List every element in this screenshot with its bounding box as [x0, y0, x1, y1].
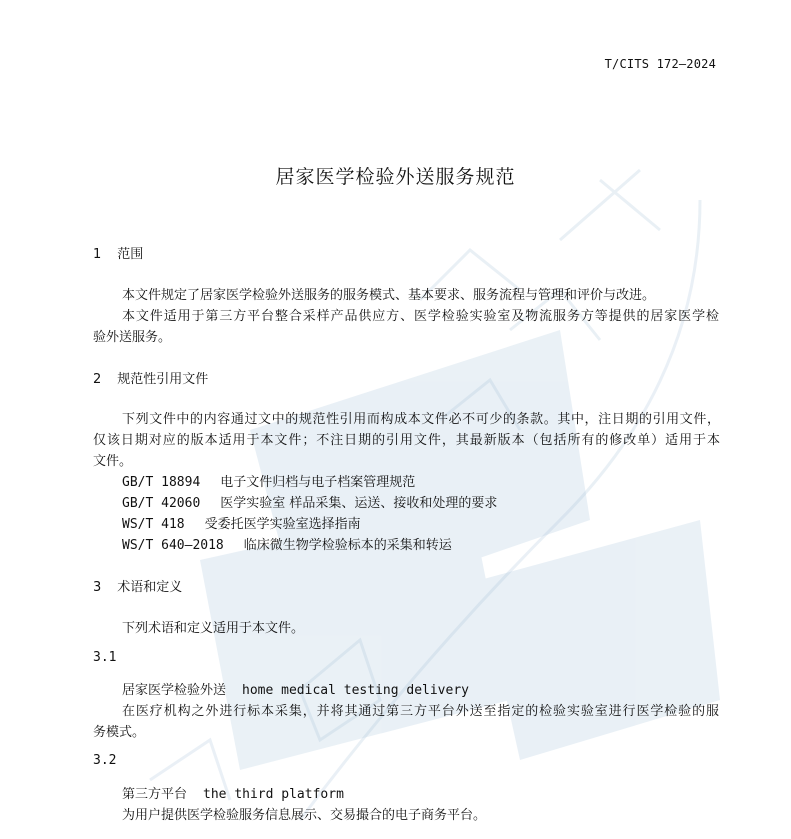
reference-item: [122, 471, 415, 490]
term-number: 3.1: [93, 650, 117, 665]
section-3-number: 3: [93, 580, 102, 595]
document-title: 居家医学检验外送服务规范: [275, 166, 516, 188]
section-2-intro-line-2: 仅该日期对应的版本适用于本文件；不注日期的引用文件，其最新版本（包括所有的修改单）适用于本: [93, 433, 720, 448]
reference-code: GB/T 18894: [122, 475, 201, 490]
reference-code: GB/T 42060: [122, 496, 201, 511]
section-3-title: 术语和定义: [117, 580, 183, 595]
section-2-number: 2: [93, 372, 102, 387]
term-english: the third platform: [203, 787, 344, 802]
term-definition-line-2: 务模式。: [93, 725, 146, 740]
watermark-shape-3: [480, 520, 720, 760]
section-1-para-2-line-2: 验外送服务。: [93, 330, 172, 345]
reference-code: WS/T 418: [122, 517, 185, 532]
reference-title: 电子文件归档与电子档案管理规范: [220, 475, 416, 490]
section-1-para-1: 本文件规定了居家医学检验外送服务的服务模式、基本要求、服务流程与管理和评价与改进。: [122, 288, 656, 303]
term-definition-line-1: 为用户提供医学检验服务信息展示、交易撮合的电子商务平台。: [122, 808, 487, 823]
term-heading: [122, 783, 344, 802]
section-2-heading: [93, 368, 208, 387]
reference-title: 医学实验室 样品采集、运送、接收和处理的要求: [220, 496, 498, 511]
reference-item: [122, 513, 361, 532]
reference-title: 受委托医学实验室选择指南: [204, 517, 361, 532]
term-chinese: 第三方平台: [122, 787, 188, 802]
section-1-para-2-line-1: 本文件适用于第三方平台整合采样产品供应方、医学检验实验室及物流服务方等提供的居家医学检: [122, 309, 719, 324]
reference-title: 临床微生物学检验标本的采集和转运: [243, 538, 452, 553]
term-chinese: 居家医学检验外送: [122, 683, 227, 698]
document-code: T/CITS 172—2024: [604, 57, 716, 71]
section-3-intro: 下列术语和定义适用于本文件。: [122, 621, 305, 636]
section-2-intro-line-3: 文件。: [93, 454, 133, 469]
section-3-heading: [93, 576, 182, 595]
reference-code: WS/T 640—2018: [122, 538, 224, 553]
term-heading: [122, 679, 469, 698]
section-1-title: 范围: [117, 247, 144, 262]
term-definition-line-1: 在医疗机构之外进行标本采集，并将其通过第三方平台外送至指定的检验实验室进行医学检验的服: [122, 704, 719, 719]
section-1-heading: [93, 243, 143, 262]
section-1-number: 1: [93, 247, 102, 262]
section-2-title: 规范性引用文件: [117, 372, 209, 387]
reference-item: [122, 492, 497, 511]
reference-item: [122, 534, 452, 553]
term-number: 3.2: [93, 753, 117, 768]
section-2-intro-line-1: 下列文件中的内容通过文中的规范性引用而构成本文件必不可少的条款。其中，注日期的引用文件，: [122, 412, 720, 427]
term-english: home medical testing delivery: [242, 683, 469, 698]
